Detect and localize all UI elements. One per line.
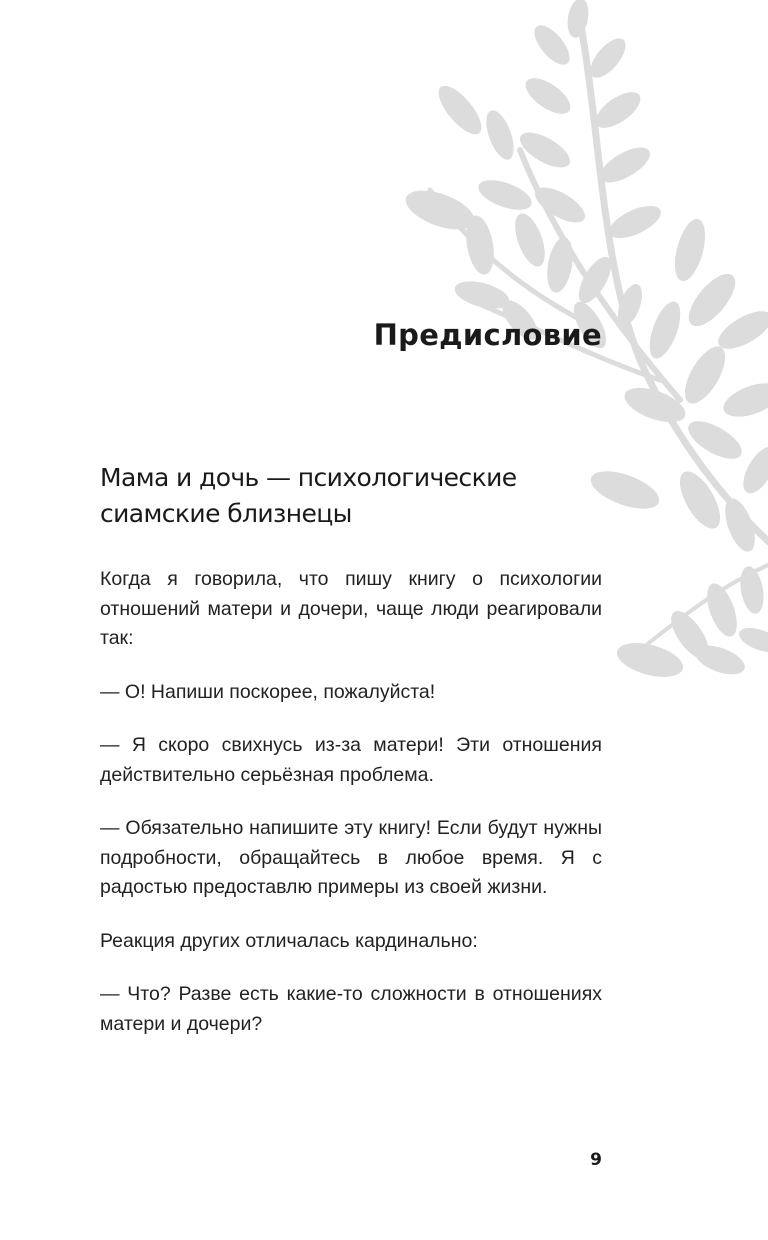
paragraph-quote-4: — Что? Разве есть какие-то сложности в отношениях матери и дочери? [100,983,602,1035]
paragraph-quote-2: — Я скоро свихнусь из-за матери! Эти отношения действительно серьёзная проблема. [100,734,602,786]
section-title-line-1: Мама и дочь — психологические [100,463,517,492]
paragraph-quote-3: — Обязательно напишите эту книгу! Если будут нужны подробности, обращайтесь в любое время. Я с радостью предоставлю примеры из своей жизни. [100,817,602,898]
page-number: 9 [590,1150,602,1170]
paragraph-reaction: Реакция других отличалась кардинально: [100,929,478,952]
paragraph-intro: Когда я говорила, что пишу книгу о психологии отношений матери и дочери, чаще люди реагировали так: [100,568,602,649]
chapter-title: Предисловие [373,318,602,352]
section-title-line-2: сиамские близнецы [100,499,352,528]
paragraph-quote-1: — О! Напиши поскорее, пожалуйста! [100,680,436,703]
body-text [100,565,602,1063]
section-title [100,460,620,532]
